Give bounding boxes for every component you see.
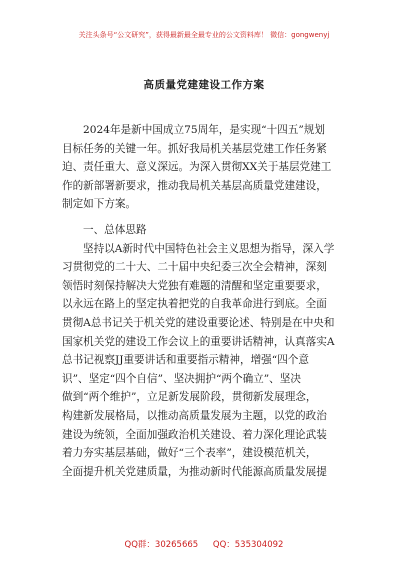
document-body [62, 121, 351, 481]
header-note: 关注头条号“公文研究”，获得最新最全最专业的公文资料库！ 微信：gongwenyj [78, 31, 330, 39]
paragraph-intro [62, 121, 351, 214]
text-line: 目标任务的关键一年。抓好我局机关基层党建工作任务紧 [62, 142, 327, 155]
text-line: 着力夯实基层基础，做好“三个表率”，建设模范机关， [62, 447, 317, 460]
text-line: 坚持以A新时代中国特色社会主义思想为指导，深入学 [83, 242, 335, 255]
footer-contact [0, 538, 408, 550]
document-title: 高质量党建建设工作方案 [143, 79, 265, 91]
text-line: 建设为统领，全面加强政治机关建设、着力深化理论武装 [62, 428, 327, 441]
footer-qq-group: QQ群：30265665 [124, 540, 199, 550]
text-line: 构建新发展格局，以推动高质量发展为主题，以党的政治 [62, 409, 327, 422]
text-line: 制定如下方案。 [62, 198, 137, 211]
text-line: 2024年是新中国成立75周年，是实现“十四五”规划 [83, 124, 325, 136]
footer-qq: QQ：535304092 [212, 540, 284, 550]
text-line: 做到“两个维护”，立足新发展阶段，贯彻新发展理念， [62, 391, 317, 404]
text-line: 以永远在路上的坚定执着把党的自我革命进行到底。全面 [62, 298, 327, 311]
text-line: 习贯彻党的二十大、二十届中央纪委三次全会精神，深刻 [62, 261, 327, 274]
text-line: 全面提升机关党建质量，为推动新时代能源高质量发展提 [62, 465, 327, 478]
text-line: 识”、坚定“四个自信”、坚决拥护“两个确立”、坚决 [62, 372, 301, 385]
section-heading: 一、总体思路 [83, 223, 147, 236]
text-line: 领悟时刻保持解决大党独有难题的清醒和坚定重要要求， [62, 279, 327, 292]
text-line: 贯彻A总书记关于机关党的建设重要论述、特别是在中央和 [62, 316, 335, 329]
text-line: 总书记视察JJ重要讲话和重要指示精神，增强“四个意 [62, 354, 309, 367]
text-line: 作的新部署新要求，推动我局机关基层高质量党建建设， [62, 179, 327, 192]
text-line: 迫、责任重大、意义深远。为深入贯彻XX关于基层党建工 [62, 161, 332, 174]
text-line: 国家机关党的建设工作会议上的重要讲话精神，认真落实A [62, 335, 335, 348]
paragraph-overall-approach [62, 240, 351, 482]
